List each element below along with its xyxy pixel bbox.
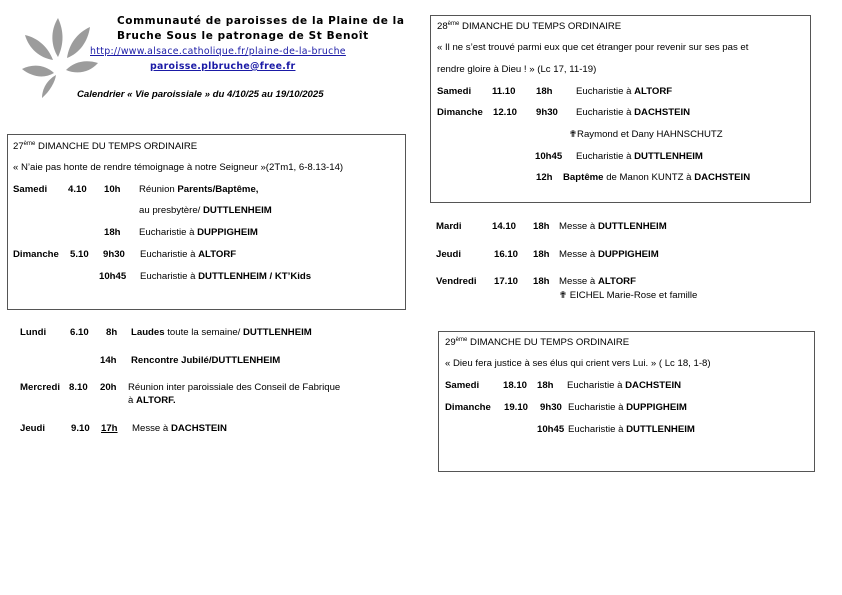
day-label: Jeudi [436,249,462,260]
time-label: 14h [100,355,117,366]
intention-text: ✟ EICHEL Marie-Rose et famille [559,290,698,301]
day-label: Dimanche [445,402,491,413]
event-text: Réunion Parents/Baptême, [139,184,259,195]
date-label: 11.10 [492,86,516,97]
day-label: Mercredi [20,382,60,393]
sunday-28-quote: rendre gloire à Dieu ! » (Lc 17, 11-19) [437,64,597,75]
cross-icon: ✟ [569,129,578,140]
logo-leaf [25,35,53,60]
logo-leaf [67,27,90,58]
event-text: Eucharistie à ALTORF [140,249,237,260]
day-label: Mardi [436,221,462,232]
event-text: Réunion inter paroissiale des Conseil de Fabrique [128,382,341,393]
logo-leaf [52,18,62,57]
date-label: 9.10 [71,423,90,434]
time-label: 9h30 [536,107,558,118]
sunday-29-title: 29ème DIMANCHE DU TEMPS ORDINAIRE [445,336,630,348]
event-text: Eucharistie à DUTTLENHEIM [568,424,695,435]
event-text: Eucharistie à DUTTLENHEIM [576,151,703,162]
day-label: Lundi [20,327,47,338]
day-label: Dimanche [437,107,483,118]
date-label: 14.10 [492,221,517,232]
time-label: 10h45 [535,151,563,162]
event-text: Laudes toute la semaine/ DUTTLENHEIM [131,327,312,338]
time-label: 18h [536,86,553,97]
day-label: Samedi [445,380,480,391]
time-label: 10h45 [99,271,127,282]
sunday-29-quote: « Dieu fera justice à ses élus qui crient vers Lui. » ( Lc 18, 1-8) [445,358,711,369]
time-label: 18h [537,380,554,391]
time-label: 18h [533,249,550,260]
header-title-line1: Communauté de paroisses de la Plaine de la [117,15,405,27]
time-label: 9h30 [103,249,125,260]
event-text: Eucharistie à DUPPIGHEIM [139,227,258,238]
date-label: 12.10 [493,107,518,118]
day-label: Dimanche [13,249,59,260]
sunday-27-title: 27ème DIMANCHE DU TEMPS ORDINAIRE [13,140,198,152]
event-text: Eucharistie à DUTTLENHEIM / KT’Kids [140,271,312,282]
time-label: 12h [536,172,553,183]
time-label: 17h [101,423,118,434]
date-label: 16.10 [494,249,519,260]
event-text: Rencontre Jubilé/DUTTLENHEIM [131,355,281,366]
time-label: 10h [104,184,121,195]
event-text: Eucharistie à DACHSTEIN [576,107,691,118]
sunday-27-quote: « N’aie pas honte de rendre témoignage à notre Seigneur »(2Tm1, 6-8.13-14) [13,162,344,173]
date-label: 4.10 [68,184,87,195]
event-text: Baptême de Manon KUNTZ à DACHSTEIN [563,172,751,183]
calendar-title: Calendrier « Vie paroissiale » du 4/10/25 au 19/10/2025 [77,89,324,100]
sunday-28-quote: « Il ne s’est trouvé parmi eux que cet étranger pour revenir sur ses pas et [437,42,749,53]
day-label: Samedi [437,86,472,97]
event-text: Eucharistie à DACHSTEIN [567,380,682,391]
time-label: 8h [106,327,118,338]
date-label: 19.10 [504,402,529,413]
date-label: 17.10 [494,276,519,287]
logo-leaf [42,75,56,98]
logo-leaf [66,61,98,72]
intention-text: ✟Raymond et Dany HAHNSCHUTZ [569,129,723,140]
date-label: 8.10 [69,382,88,393]
event-text: Messe à DUPPIGHEIM [559,249,659,260]
sunday-28-title: 28ème DIMANCHE DU TEMPS ORDINAIRE [437,20,622,32]
event-text: Messe à DUTTLENHEIM [559,221,667,232]
logo-leaf [22,66,54,77]
day-label: Jeudi [20,423,46,434]
time-label: 18h [533,276,550,287]
date-label: 18.10 [503,380,528,391]
date-label: 6.10 [70,327,89,338]
day-label: Samedi [13,184,48,195]
event-text: Messe à DACHSTEIN [132,423,227,434]
event-text: à ALTORF. [128,395,176,406]
day-label: Vendredi [436,276,477,287]
event-text: Eucharistie à DUPPIGHEIM [568,402,687,413]
date-label: 5.10 [70,249,89,260]
time-label: 9h30 [540,402,562,413]
email-link[interactable]: paroisse.plbruche@free.fr [150,61,296,72]
time-label: 20h [100,382,117,393]
header-title-line2: Bruche Sous le patronage de St Benoît [117,30,369,42]
cross-icon: ✟ [559,290,568,301]
event-text: Messe à ALTORF [559,276,636,287]
time-label: 18h [104,227,121,238]
website-link[interactable]: http://www.alsace.catholique.fr/plaine-de-la-bruche [90,46,346,57]
event-text: au presbytère/ DUTTLENHEIM [139,205,272,216]
sunday-27-box [7,134,406,310]
time-label: 10h45 [537,424,565,435]
time-label: 18h [533,221,550,232]
event-text: Eucharistie à ALTORF [576,86,673,97]
